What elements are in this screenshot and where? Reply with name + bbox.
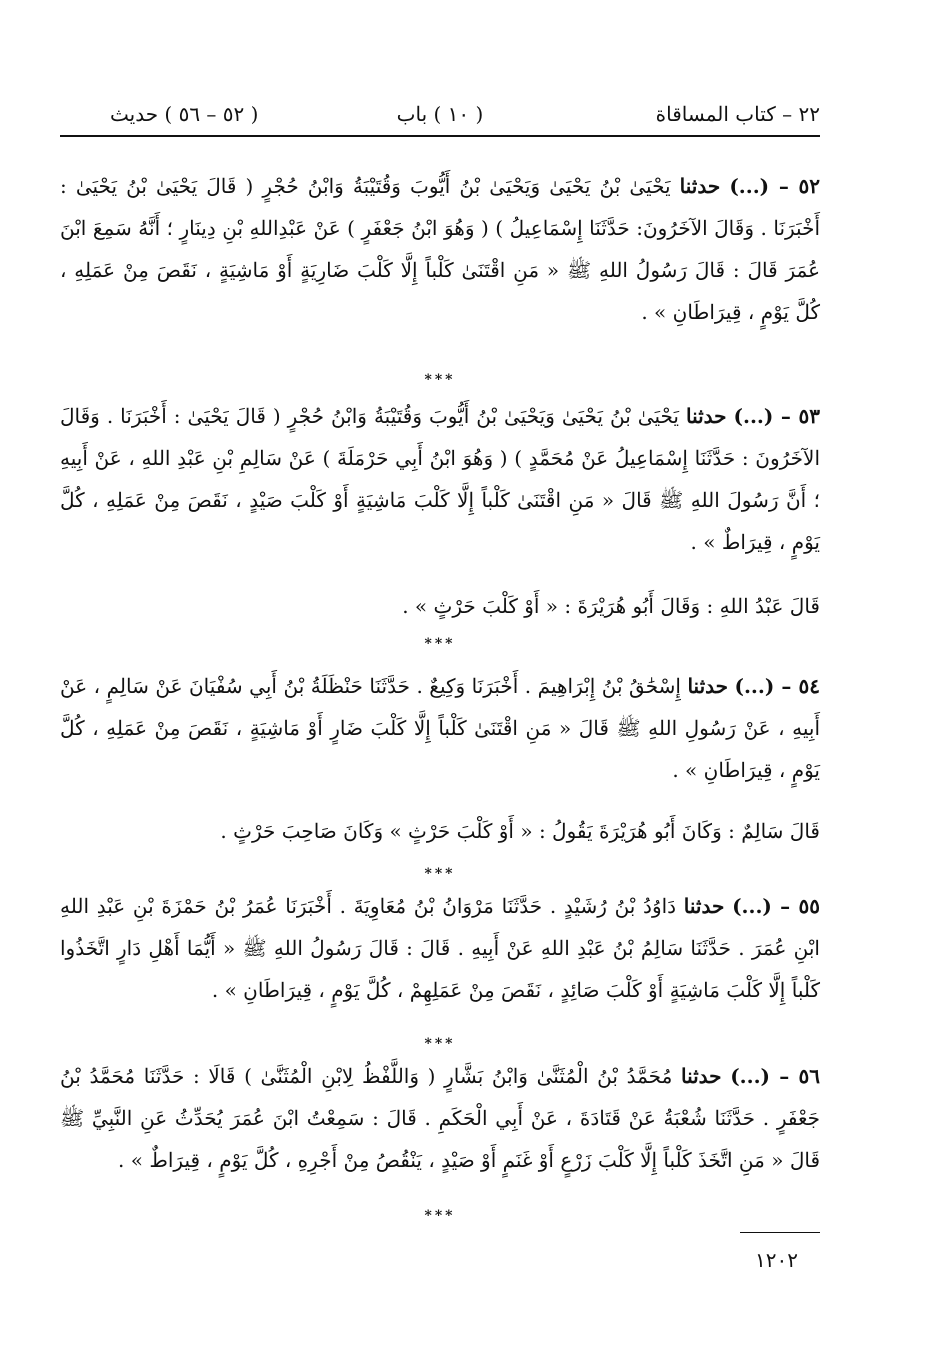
hadith-range: ( ٥٢ – ٥٦ ) حديث — [110, 102, 259, 126]
haddathana-keyword: حدثنا — [685, 404, 727, 428]
hadith-text: يَحْيَىٰ بْنُ يَحْيَىٰ وَيَحْيَىٰ بْنُ أَيُّوبَ وَقُتَيْبَةُ وَابْنُ حُجْرٍ ( قَالَ يَحْيَىٰ : أَخْبَرَنَا . وَقَالَ الآخَرُونَ : حَدَّثَنَا إِسْمَاعِيلُ عَنْ مُحَمَّدٍ ) ( وَهُوَ ابْنُ أَبِي حَرْمَلَةَ ) عَنْ سَالِمِ بْنِ عَبْدِ اللهِ ، عَنْ أَبِيهِ ؛ أَنَّ رَسُولَ اللهِ ﷺ قَالَ « مَنِ اقْتَنَىٰ كَلْباً إِلَّا كَلْبَ مَاشِيَةٍ أَوْ كَلْبَ صَيْدٍ ، نَقَصَ مِنْ عَمَلِهِ ، كُلَّ يَوْمٍ ، قِيرَاطٌ » . — [60, 404, 820, 554]
hadith-number: ٥٦ – (...) — [730, 1064, 820, 1088]
separator-stars: *** — [424, 636, 456, 652]
hadith-text: دَاوُدُ بْنُ رُشَيْدٍ . حَدَّثَنَا مَرْوَانُ بْنُ مُعَاوِيَةَ . أَخْبَرَنَا عُمَرُ بْنُ حَمْزَةَ بْنِ عَبْدِ اللهِ ابْنِ عُمَرَ . حَدَّثَنَا سَالِمُ بْنُ عَبْدِ اللهِ عَنْ أَبِيهِ . قَالَ : قَالَ رَسُولُ اللهِ ﷺ « أَيُّمَا أَهْلِ دَارٍ اتَّخَذُوا كَلْباً إِلَّا كَلْبَ مَاشِيَةٍ أَوْ كَلْبَ صَائِدٍ ، نَقَصَ مِنْ عَمَلِهِمْ ، كُلَّ يَوْمٍ ، قِيرَاطَانِ » . — [60, 894, 820, 1002]
hadith-number: ٥٥ – (...) — [732, 894, 820, 918]
page-body — [60, 95, 821, 1224]
hadith-54-note: قَالَ سَالِمٌ : وَكَانَ أَبُو هُرَيْرَةَ يَقُولُ : « أَوْ كَلْبَ حَرْثٍ » وَكَانَ صَاحِبَ حَرْثٍ . — [220, 819, 820, 843]
chapter-title: ٢٢ – كتاب المساقاة — [655, 102, 820, 126]
hadith-number: ٥٢ – (...) — [729, 174, 820, 198]
hadith-number: ٥٤ – (...) — [734, 674, 820, 698]
hadith-number: ٥٣ – (...) — [733, 404, 821, 428]
haddathana-keyword: حدثنا — [683, 894, 725, 918]
hadith-52 — [60, 165, 820, 333]
page-number: ١٢٠٢ — [755, 1248, 798, 1272]
separator-stars: *** — [424, 1036, 456, 1052]
page-header — [60, 95, 820, 133]
footer-rule — [740, 1232, 820, 1233]
hadith-53 — [60, 395, 820, 563]
hadith-55 — [60, 885, 820, 1011]
separator-stars: *** — [424, 372, 456, 388]
separator-stars: *** — [424, 866, 456, 882]
haddathana-keyword: حدثنا — [679, 174, 721, 198]
hadith-text: مُحَمَّدُ بْنُ الْمُثَنَّىٰ وَابْنُ بَشَّارٍ ( وَاللَّفْظُ لِابْنِ الْمُثَنَّىٰ ) قَالَا : حَدَّثَنَا مُحَمَّدُ بْنُ جَعْفَرٍ . حَدَّثَنَا شُعْبَةُ عَنْ قَتَادَةَ ، عَنْ أَبِي الْحَكَمِ . قَالَ : سَمِعْتُ ابْنَ عُمَرَ يُحَدِّثُ عَنِ النَّبِيِّ ﷺ قَالَ « مَنِ اتَّخَذَ كَلْباً إِلَّا كَلْبَ زَرْعٍ أَوْ غَنَمٍ أَوْ صَيْدٍ ، يَنْقُصُ مِنْ أَجْرِهِ ، كُلَّ يَوْمٍ ، قِيرَاطٌ » . — [60, 1064, 820, 1172]
hadith-56 — [60, 1055, 820, 1181]
hadith-54 — [60, 665, 820, 791]
haddathana-keyword: حدثنا — [680, 1064, 722, 1088]
header-rule — [60, 135, 820, 137]
bab-label: ( ١٠ ) باب — [396, 102, 484, 126]
haddathana-keyword: حدثنا — [687, 674, 728, 698]
hadith-53-note: قَالَ عَبْدُ اللهِ : وَقَالَ أَبُو هُرَيْرَةَ : « أَوْ كَلْبَ حَرْثٍ » . — [402, 594, 820, 618]
hadith-text: يَحْيَىٰ بْنُ يَحْيَىٰ وَيَحْيَىٰ بْنُ أَيُّوبَ وَقُتَيْبَةُ وَابْنُ حُجْرٍ ( قَالَ يَحْيَىٰ بْنُ يَحْيَىٰ : أَخْبَرَنَا . وَقَالَ الآخَرُونَ: حَدَّثَنَا إِسْمَاعِيلُ ) ( وَهُوَ ابْنُ جَعْفَرٍ ) عَنْ عَبْدِاللهِ بْنِ دِينَارٍ ؛ أَنَّهُ سَمِعَ ابْنَ عُمَرَ قَالَ : قَالَ رَسُولُ اللهِ ﷺ « مَنِ اقْتَنَىٰ كَلْباً إِلَّا كَلْبَ ضَارِيَةٍ أَوْ مَاشِيَةٍ ، نَقَصَ مِنْ عَمَلِهِ ، كُلَّ يَوْمٍ ، قِيرَاطَانِ » . — [60, 174, 820, 324]
hadith-text: إِسْحَٰقُ بْنُ إِبْرَاهِيمَ . أَخْبَرَنَا وَكِيعٌ . حَدَّثَنَا حَنْظَلَةُ بْنُ أَبِي سُفْيَانَ عَنْ سَالِمٍ ، عَنْ أَبِيهِ ، عَنْ رَسُولِ اللهِ ﷺ قَالَ « مَنِ اقْتَنَىٰ كَلْباً إِلَّا كَلْبَ ضَارٍ أَوْ مَاشِيَةٍ ، نَقَصَ مِنْ عَمَلِهِ ، كُلَّ يَوْمٍ ، قِيرَاطَانِ » . — [60, 674, 820, 782]
separator-stars: *** — [424, 1208, 456, 1224]
